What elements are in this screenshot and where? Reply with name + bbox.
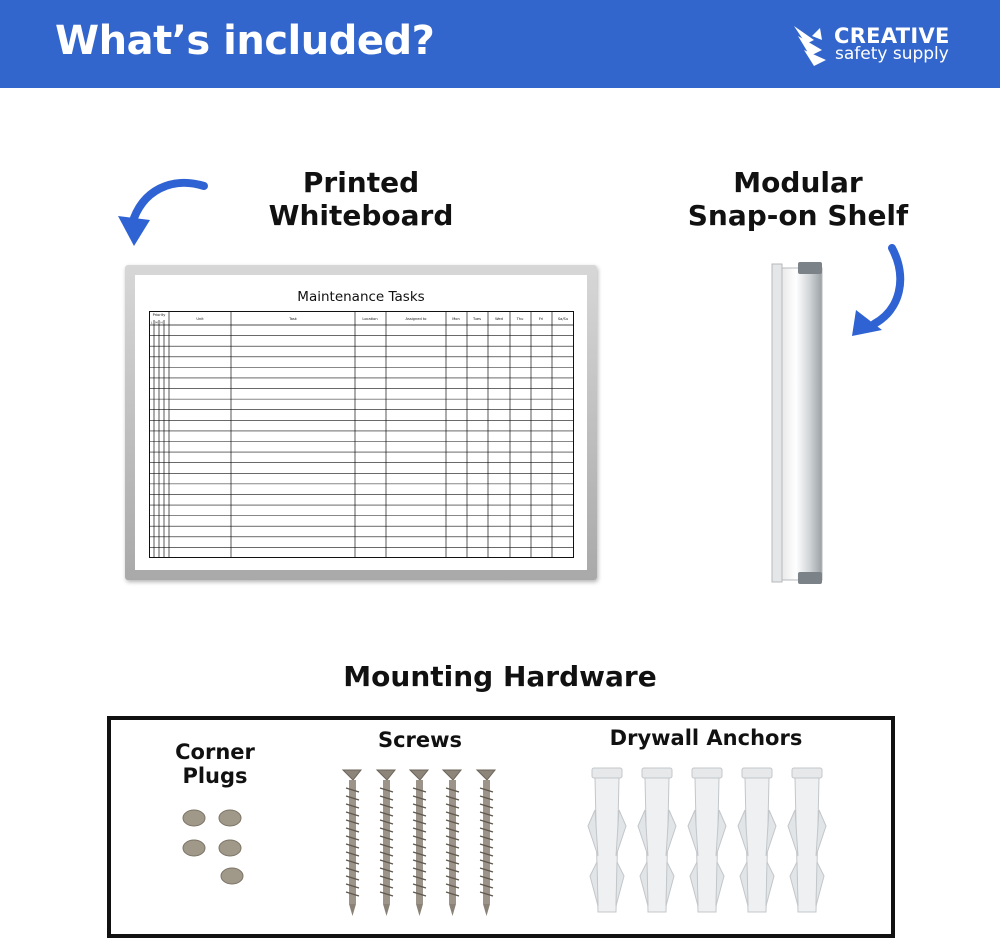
drywall-anchors-image <box>586 766 836 916</box>
column-header: Fri <box>538 317 544 321</box>
hardware-section-title: Mounting Hardware <box>343 660 657 693</box>
shelf-label-line1: Modular <box>733 166 863 199</box>
shelf-label <box>680 166 916 232</box>
header-banner <box>0 0 1000 88</box>
whiteboard-title: Maintenance Tasks <box>297 289 425 305</box>
column-header: Priority <box>152 313 166 317</box>
column-header: Thu <box>516 317 524 321</box>
shelf-label-line2: Snap-on Shelf <box>687 199 909 232</box>
whiteboard-label: Printed Whiteboard <box>268 166 454 232</box>
column-header: Sa/Su <box>557 317 569 321</box>
column-header: Location <box>362 317 378 321</box>
column-header: Unit <box>196 317 204 321</box>
page-title: What’s included? <box>55 18 435 64</box>
corner-plugs-image <box>180 800 260 890</box>
brand-name: CREATIVE <box>834 24 950 48</box>
priority-subheader: L <box>150 320 153 325</box>
brand-tagline: safety supply <box>835 44 949 64</box>
whiteboard-surface <box>135 275 587 570</box>
priority-subheader: M <box>155 320 158 325</box>
column-header: Wed <box>495 317 503 321</box>
column-header: Task <box>289 317 297 321</box>
brand-logo <box>792 22 962 70</box>
column-header: Mon <box>452 317 460 321</box>
drywall-anchors-label: Drywall Anchors <box>609 726 803 750</box>
screws-label: Screws <box>377 728 463 752</box>
corner-plugs-label <box>160 740 270 788</box>
priority-subheader: H <box>160 320 163 325</box>
corner-plugs-line1: Corner <box>175 740 255 764</box>
snap-on-shelf <box>768 258 828 588</box>
column-header: Assigned to <box>405 317 427 321</box>
bird-logo-icon <box>792 22 830 68</box>
printed-whiteboard <box>125 265 597 580</box>
curved-arrow-icon <box>112 172 212 252</box>
corner-plugs-line2: Plugs <box>182 764 248 788</box>
column-header: Tues <box>472 317 482 321</box>
curved-arrow-icon <box>848 244 918 344</box>
task-grid <box>149 311 574 558</box>
screws-image <box>335 766 505 916</box>
